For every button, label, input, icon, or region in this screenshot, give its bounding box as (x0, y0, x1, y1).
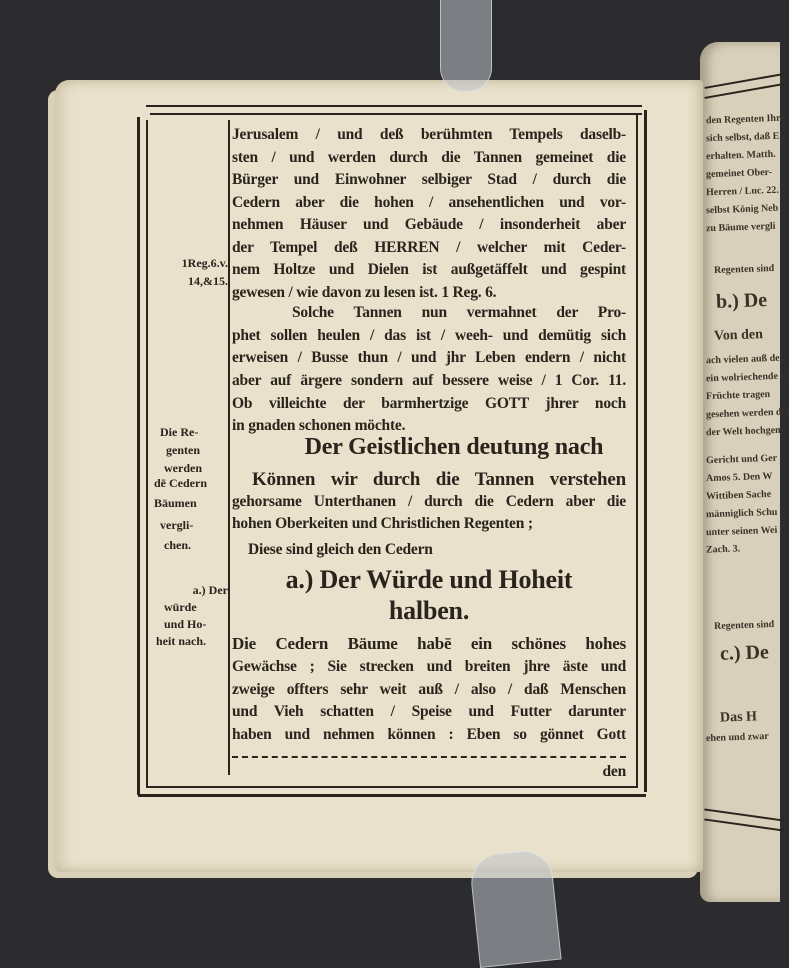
text-line: haben und nehmen können : Eben so gönnet Gott (232, 726, 626, 743)
fragment-line: unter seinen Wei (705, 524, 778, 539)
frame-bottom-outer (138, 794, 646, 797)
text-line: Jerusalem / und deß berühmten Tempels daselb- (232, 126, 626, 143)
margin-note: vergli- (160, 518, 194, 532)
margin-note: a.) Der (192, 583, 228, 597)
fragment-line: ein wolriechende u (705, 370, 787, 385)
section-subheading: Können wir durch die Tannen verstehen (252, 469, 626, 490)
margin-note: werden (164, 461, 202, 475)
frame-top-outer (146, 105, 642, 107)
fragment-line: der Welt hochgem (705, 424, 784, 439)
numbered-heading: a.) Der Würde und Hoheit (285, 565, 573, 594)
fragment-line: den Regenten Ihre (705, 112, 785, 127)
fragment-line: gemeinet Ober- (705, 166, 773, 181)
fragment-line: Von den (713, 327, 764, 344)
fragment-line: Herren / Luc. 22. (705, 184, 780, 199)
frame-top-inner (150, 113, 642, 115)
page-holder-clip-top (440, 0, 492, 92)
text-line: Die Cedern Bäume habē ein schönes hohes (232, 634, 626, 653)
text-line: Bürger und Einwohner selbiger Stad / durch die (232, 171, 626, 188)
margin-note: heit nach. (156, 634, 207, 648)
fragment-line: Wittiben Sache (705, 488, 772, 503)
fragment-line: männiglich Schu (705, 506, 778, 521)
frame-right-inner (636, 115, 638, 787)
fragment-line: selbst König Neb (705, 202, 779, 217)
border-rule (704, 818, 783, 831)
facing-right-page (700, 42, 789, 902)
margin-note: 14,&15. (188, 274, 228, 288)
fragment-line: erhalten. Matth. (705, 148, 776, 163)
fragment-line: Das H (719, 709, 758, 726)
margin-note: 1Reg.6.v. (181, 256, 228, 270)
text-line: erweisen / Busse thun / und jhr Leben endern / nicht (232, 349, 626, 366)
fragment-line: zu Bäume vergli (705, 220, 776, 235)
margin-note: chen. (164, 538, 191, 552)
fragment-line: sich selbst, daß E (705, 130, 780, 145)
fragment-line: ach vielen auß de (705, 352, 780, 367)
text-line: nem Holtze und Dielen ist außgetäffelt und gespint (232, 261, 626, 278)
margin-note: würde (164, 600, 197, 614)
fragment-line: Gericht und Ger (705, 452, 778, 467)
frame-left-inner (146, 120, 148, 788)
text-line: in gnaden schonen möchte. (232, 417, 406, 434)
frame-left-outer (137, 117, 140, 795)
text-line: aber auf ärgere sondern auf bessere weise / 1 Cor. 11. (232, 372, 626, 389)
text-line: und Vieh schatten / Speise und Futter darunter (232, 703, 626, 720)
margin-note: und Ho- (164, 617, 207, 631)
fragment-line: Früchte tragen (705, 388, 771, 403)
fragment-line: Amos 5. Den W (705, 470, 773, 485)
frame-right-outer (644, 110, 647, 792)
text-line: Cedern aber die hohen / ansehentlichen und vor- (232, 194, 626, 211)
fragment-line: gesehen werden die (705, 406, 789, 421)
text-line: phet sollen heulen / das ist / weeh- und demütig sich (232, 327, 626, 344)
text-line: nehmen Häuser und Gebäude / insonderheit aber (232, 216, 626, 233)
fragment-heading: b.) De (715, 289, 768, 313)
fragment-line: ehen und zwar (705, 730, 769, 745)
text-line: gehorsame Unterthanen / durch die Cedern aber die (232, 493, 626, 510)
text-line: Diese sind gleich den Cedern (248, 541, 433, 558)
margin-note: genten (166, 443, 200, 457)
margin-note: Bäumen (154, 496, 197, 510)
text-line: Gewächse ; Sie strecken und breiten jhre äste und (232, 658, 626, 675)
page-holder-clip-bottom (468, 848, 561, 968)
catchword: den (602, 763, 626, 780)
dashed-separator (232, 756, 626, 758)
fragment-line: Zach. 3. (705, 543, 741, 556)
margin-note: dē Cedern (154, 476, 207, 490)
fragment-heading: c.) De (719, 641, 770, 665)
text-line: hohen Oberkeiten und Christlichen Regenten ; (232, 515, 533, 532)
text-line: gewesen / wie davon zu lesen ist. 1 Reg. 6. (232, 284, 497, 301)
section-heading: Der Geistlichen deutung nach (304, 434, 604, 460)
text-line: sten / und werden durch die Tannen gemeinet die (232, 149, 626, 166)
text-line: Solche Tannen nun vermahnet der Pro- (292, 304, 626, 321)
fragment-line: Regenten sind (713, 262, 775, 277)
frame-bottom-inner (146, 786, 638, 788)
numbered-heading: halben. (388, 596, 470, 625)
text-line: Ob villeichte der barmhertzige GOTT jhrer noch (232, 395, 626, 412)
text-line: zweige offters sehr weit auß / also / daß Menschen (232, 681, 626, 698)
text-line: der Tempel deß HERREN / welcher mit Ceder- (232, 239, 626, 256)
margin-note: Die Re- (160, 425, 199, 439)
fragment-line: Regenten sind (713, 618, 775, 633)
